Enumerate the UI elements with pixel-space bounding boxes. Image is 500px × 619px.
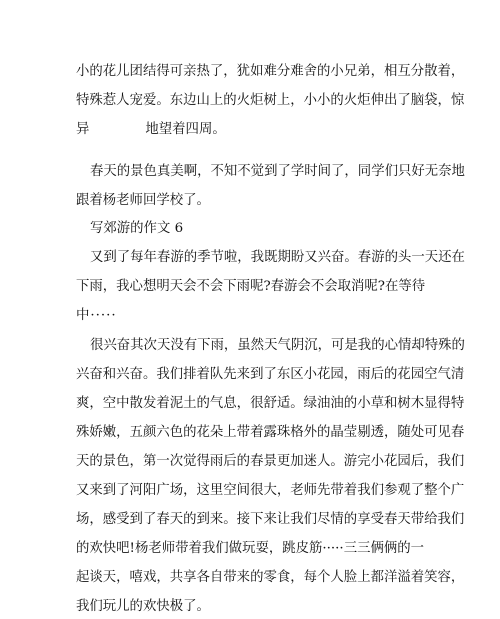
text-line: 场，感受到了春天的到来。接下来让我们尽情的享受春天带给我们 [76, 512, 465, 527]
text-fragment: 异 [76, 122, 90, 137]
text-line: 兴奋和兴奋。我们排着队先来到了东区小花园，雨后的花园空气清 [76, 367, 465, 382]
text-line: 中····· [76, 308, 117, 323]
text-line: 殊娇嫩，五颜六色的花朵上带着露珠格外的晶莹剔透，随处可见春 [76, 425, 465, 440]
text-line: 天的景色，第一次觉得雨后的春景更加迷人。游完小花园后，我们 [76, 454, 465, 469]
text-line-offscreen: 我们玩儿的欢快极了。 [76, 599, 210, 614]
text-line-offscreen: 起谈天，嘻戏，共享各自带来的零食，每个人脸上都洋溢着笑容， [76, 570, 465, 585]
text-line: 的欢快吧!杨老师带着我们做玩耍，跳皮筋·····三三俩俩的一 [76, 541, 425, 556]
section-heading: 写郊游的作文 6 [90, 221, 184, 236]
text-fragment: 地望着四周。 [145, 122, 226, 137]
text-line: 春天的景色真美啊，不知不觉到了学时间了，同学们只好无奈地 [90, 164, 465, 179]
text-line: 又到了每年春游的季节啦，我既期盼又兴奋。春游的头一天还在 [90, 250, 465, 265]
text-line: 跟着杨老师回学校了。 [76, 193, 210, 208]
text-line: 又来到了河阳广场，这里空间很大，老师先带着我们参观了整个广 [76, 483, 465, 498]
text-line: 下雨，我心想明天会不会下雨呢?春游会不会取消呢?在等待 [76, 279, 426, 294]
text-line: 很兴奋其次天没有下雨，虽然天气阴沉，可是我的心情却特殊的 [90, 338, 465, 353]
text-line: 特殊惹人宠爱。东边山上的火炬树上，小小的火炬伸出了脑袋，惊 [76, 93, 465, 108]
text-line-split [76, 118, 436, 142]
text-line: 爽，空中散发着泥土的气息，很舒适。绿油油的小草和树木显得特 [76, 396, 465, 411]
text-line: 小的花儿团结得可亲热了，犹如难分难舍的小兄弟，相互分散着， [76, 64, 465, 79]
